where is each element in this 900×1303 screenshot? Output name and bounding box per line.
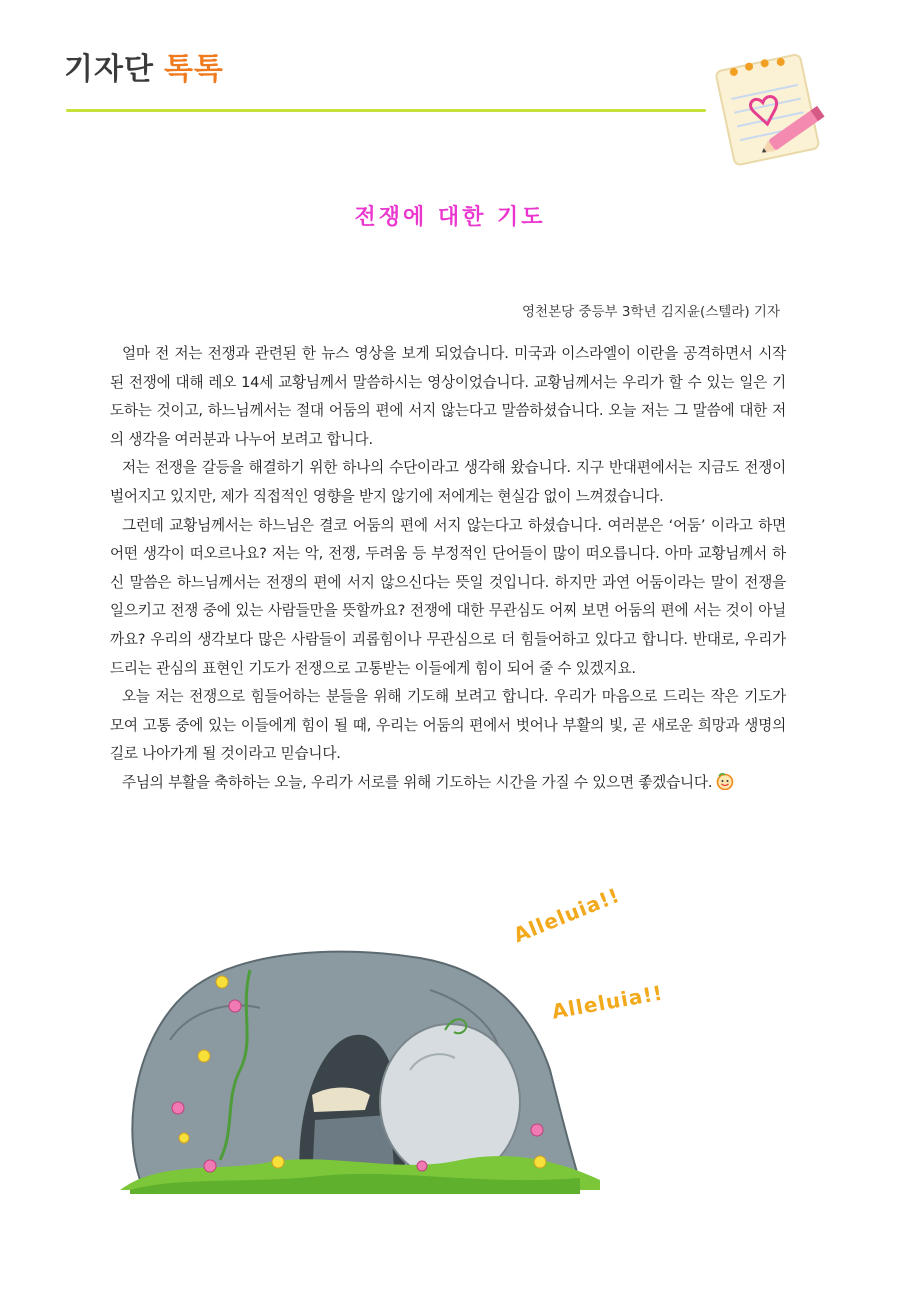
section-title-accent: 톡톡 (163, 52, 224, 87)
smile-face-icon (714, 772, 736, 790)
article-title: 전쟁에 대한 기도 (354, 205, 546, 230)
alleluia-text: Alleluia!! (550, 980, 665, 1024)
paragraph: 얼마 전 저는 전쟁과 관련된 한 뉴스 영상을 보게 되었습니다. 미국과 이스라엘이 이란을 공격하면서 시작된 전쟁에 대해 레오 14세 교황님께서 말씀하시는 영상이었습니다. 교황님께서는 우리가 할 수 있는 일은 기도하는 것이고, 하느님께서는 절대 어둠의 편에 서지 않는다고 말씀하셨습니다. 오늘 저는 그 말씀에 대한 저의 생각을 여러분과 나누어 보려고 합니다. (110, 345, 786, 448)
paragraph-last (110, 769, 786, 798)
paragraph: 그런데 교황님께서는 하느님은 결코 어둠의 편에 서지 않는다고 하셨습니다. 여러분은 ‘어둠’ 이라고 하면 어떤 생각이 떠오르나요? 저는 악, 전쟁, 두려움 등 부정적인 단어들이 많이 떠오릅니다. 아마 교황님께서 하신 말씀은 하느님께서는 전쟁의 편에 서지 않으신다는 뜻일 것입니다. 하지만 과연 어둠이라는 말이 전쟁을 일으키고 전쟁 중에 있는 사람들만을 뜻할까요? 전쟁에 대한 무관심도 어찌 보면 어둠의 편에 서는 것이 아닐까요? 우리의 생각보다 많은 사람들이 괴롭힘이나 무관심으로 더 힘들어하고 있다고 합니다. 반대로, 우리가 드리는 관심의 표현인 기도가 전쟁으로 고통받는 이들에게 힘이 되어 줄 수 있겠지요. (110, 516, 786, 677)
section-title (64, 50, 224, 90)
empty-tomb-icon (100, 890, 660, 1210)
paragraph: 주님의 부활을 축하하는 오늘, 우리가 서로를 위해 기도하는 시간을 가질 수 있으면 좋겠습니다. (122, 773, 713, 791)
alleluia-text: Alleluia!! (510, 882, 624, 948)
paragraph: 저는 전쟁을 갈등을 해결하기 위한 하나의 수단이라고 생각해 왔습니다. 지구 반대편에서는 지금도 전쟁이 벌어지고 있지만, 제가 직접적인 영향을 받지 않기에 저에게는 현실감 없이 느껴졌습니다. (110, 459, 786, 505)
article-byline: 영천본당 중등부 3학년 김지윤(스텔라) 기자 (522, 304, 780, 320)
section-title-main: 기자단 (64, 52, 154, 87)
header-divider (66, 109, 706, 112)
paragraph: 오늘 저는 전쟁으로 힘들어하는 분들을 위해 기도해 보려고 합니다. 우리가 마음으로 드리는 작은 기도가 모여 고통 중에 있는 이들에게 힘이 될 때, 우리는 어둠의 편에서 벗어나 부활의 빛, 곧 새로운 희망과 생명의 길로 나아가게 될 것이라고 믿습니다. (110, 688, 786, 763)
notepad-heart-icon (706, 48, 832, 168)
article-body (110, 340, 786, 798)
